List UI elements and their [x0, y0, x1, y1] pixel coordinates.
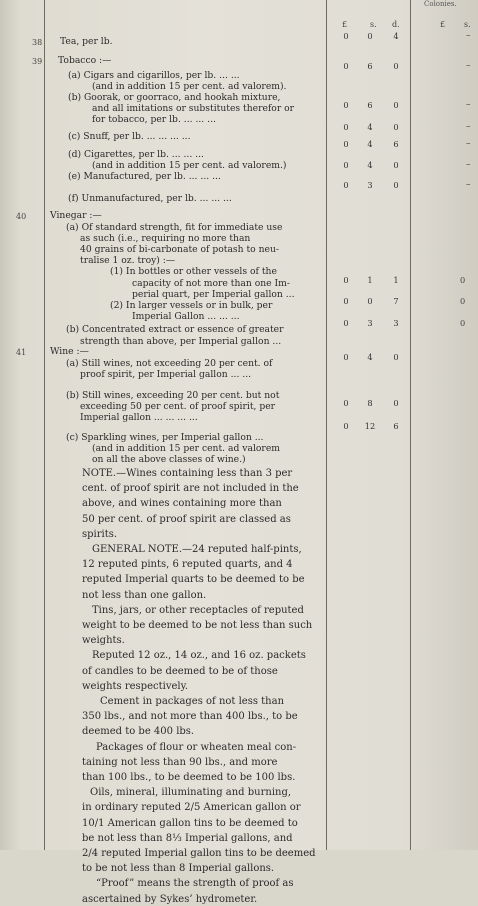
- tariff-line: 40 grains of bi-carbonate of potash to neu-: [80, 244, 280, 255]
- tariff-line: Tea, per lb.: [60, 36, 113, 47]
- pounds-header: £: [342, 20, 348, 29]
- second-column-amount: 0: [460, 318, 466, 328]
- item-number: 40: [16, 212, 27, 221]
- amount-shillings: 0: [367, 296, 373, 306]
- note-line: in ordinary reputed 2/5 American gallon or: [82, 802, 301, 814]
- amount-pence: 0: [393, 180, 399, 190]
- note-line: 2/4 reputed Imperial gallon tins to be deemed: [82, 848, 316, 859]
- tariff-line: (b) Still wines, exceeding 20 per cent. but not: [66, 390, 280, 401]
- tariff-line: (2) In larger vessels or in bulk, per: [110, 300, 273, 311]
- amount-shillings: 8: [367, 398, 373, 408]
- item-number: 38: [32, 38, 43, 47]
- amount-pounds: 0: [343, 296, 349, 306]
- amount-pence: 0: [393, 160, 399, 170]
- note-line: “Proof” means the strength of proof as: [96, 878, 294, 890]
- amount-pence: 0: [393, 122, 399, 132]
- colonies-header: Colonies.: [424, 0, 457, 8]
- amount-pounds: 0: [343, 421, 349, 431]
- note-line: GENERAL NOTE.—24 reputed half-pints,: [92, 544, 302, 555]
- note-line: Packages of flour or wheaten meal con-: [96, 741, 297, 753]
- amount-pence: 0: [393, 100, 399, 110]
- note-line: to be not less than 8 Imperial gallons.: [82, 863, 275, 875]
- tariff-line: (c) Snuff, per lb. ... ... ... ...: [68, 131, 191, 142]
- note-line: 10/1 American gallon tins to be deemed to: [82, 817, 298, 829]
- amount-pounds: 0: [343, 160, 349, 170]
- note-line: 350 lbs., and not more than 400 lbs., to be: [82, 711, 298, 723]
- amount-pence: 6: [393, 421, 399, 431]
- column-rule-desc: [326, 0, 327, 850]
- amount-pence: 1: [393, 275, 399, 285]
- tariff-line: (and in addition 15 per cent. ad valorem.): [92, 160, 287, 171]
- tariff-line: strength than above, per Imperial gallon ...: [80, 336, 282, 347]
- amount-pounds: 0: [343, 275, 349, 285]
- tariff-line: Tobacco :—: [58, 55, 112, 66]
- amount-pounds: 0: [343, 318, 349, 328]
- tariff-line: (f) Unmanufactured, per lb. ... ... ...: [68, 193, 232, 204]
- tariff-line: (a) Cigars and cigarillos, per lb. ... ...: [68, 70, 240, 81]
- note-line: 50 per cent. of proof spirit are classed as: [82, 513, 291, 525]
- tariff-line: (a) Still wines, not exceeding 20 per cent. of: [66, 358, 273, 369]
- tariff-line: Wine :—: [50, 346, 89, 357]
- amount-shillings: 3: [367, 180, 373, 190]
- amount-shillings: 4: [367, 352, 373, 362]
- amount-pounds: 0: [343, 122, 349, 132]
- tariff-line: capacity of not more than one Im-: [132, 278, 290, 289]
- dash-mark: –: [466, 180, 471, 190]
- amount-pounds: 0: [343, 31, 349, 41]
- pounds2-header: £: [440, 20, 446, 29]
- shillings-header: s.: [370, 20, 377, 29]
- tariff-line: (e) Manufactured, per lb. ... ... ...: [68, 171, 221, 182]
- amount-shillings: 6: [367, 61, 373, 71]
- tariff-line: (and in addition 15 per cent. ad valorem).: [92, 81, 287, 92]
- note-line: cent. of proof spirit are not included in the: [82, 483, 299, 495]
- amount-pounds: 0: [343, 61, 349, 71]
- note-line: weights respectively.: [82, 680, 189, 692]
- tariff-line: perial quart, per Imperial gallon ...: [132, 289, 295, 300]
- note-line: Reputed 12 oz., 14 oz., and 16 oz. packets: [92, 650, 306, 662]
- column-rule-left: [44, 0, 45, 850]
- note-line: than 100 lbs., to be deemed to be 100 lbs.: [82, 772, 296, 783]
- amount-pence: 7: [393, 296, 399, 306]
- tariff-line: (b) Goorak, or goorraco, and hookah mixture,: [68, 92, 281, 103]
- note-line: deemed to be 400 lbs.: [82, 726, 195, 738]
- dash-mark: –: [466, 61, 471, 71]
- amount-shillings: 3: [367, 318, 373, 328]
- note-line: Tins, jars, or other receptacles of reputed: [92, 604, 304, 616]
- dash-mark: –: [466, 31, 471, 41]
- tariff-line: Imperial gallon ... ... ... ...: [80, 412, 198, 423]
- tariff-line: Imperial Gallon ... ... ...: [132, 311, 240, 322]
- shillings2-header: s.: [464, 20, 471, 29]
- column-rule-amount: [410, 0, 411, 850]
- second-column-amount: 0: [460, 275, 466, 285]
- dash-mark: –: [466, 139, 471, 149]
- tariff-line: (1) In bottles or other vessels of the: [110, 266, 277, 277]
- amount-pounds: 0: [343, 398, 349, 408]
- amount-pence: 6: [393, 139, 399, 149]
- amount-shillings: 6: [367, 100, 373, 110]
- amount-pence: 3: [393, 318, 399, 328]
- note-line: Cement in packages of not less than: [100, 696, 285, 707]
- note-line: taining not less than 90 lbs., and more: [82, 756, 278, 768]
- pence-header: d.: [392, 20, 400, 29]
- tariff-line: (b) Concentrated extract or essence of greater: [66, 324, 284, 335]
- dash-mark: –: [466, 122, 471, 132]
- tariff-line: exceeding 50 per cent. of proof spirit, per: [80, 401, 276, 412]
- amount-pounds: 0: [343, 352, 349, 362]
- tariff-line: (and in addition 15 per cent. ad valorem: [92, 443, 280, 454]
- note-line: Oils, mineral, illuminating and burning,: [90, 787, 292, 799]
- note-line: above, and wines containing more than: [82, 498, 282, 510]
- item-number: 39: [32, 57, 43, 66]
- tariff-line: for tobacco, per lb. ... ... ...: [92, 114, 216, 125]
- dash-mark: –: [466, 100, 471, 110]
- note-line: NOTE.—Wines containing less than 3 per: [82, 468, 293, 479]
- tariff-line: as such (i.e., requiring no more than: [80, 233, 251, 244]
- note-line: ascertained by Sykes’ hydrometer.: [82, 893, 258, 905]
- note-line: reputed Imperial quarts to be deemed to be: [82, 574, 305, 586]
- amount-pence: 4: [393, 31, 399, 41]
- dash-mark: –: [466, 160, 471, 170]
- note-line: of candles to be deemed to be of those: [82, 665, 278, 677]
- tariff-line: tralise 1 oz. troy) :—: [80, 255, 176, 266]
- note-line: weight to be deemed to be not less than such: [82, 620, 313, 631]
- tariff-line: and all imitations or substitutes therefor or: [92, 103, 295, 114]
- amount-pounds: 0: [343, 139, 349, 149]
- amount-pence: 0: [393, 61, 399, 71]
- amount-pounds: 0: [343, 180, 349, 190]
- tariff-line: (d) Cigarettes, per lb. ... ... ...: [68, 149, 204, 160]
- second-column-amount: 0: [460, 296, 466, 306]
- amount-pence: 0: [393, 398, 399, 408]
- note-line: spirits.: [82, 528, 118, 540]
- amount-pounds: 0: [343, 100, 349, 110]
- item-number: 41: [16, 348, 27, 357]
- tariff-line: proof spirit, per Imperial gallon ... ...: [80, 369, 252, 380]
- tariff-line: on all the above classes of wine.): [92, 454, 246, 465]
- tariff-line: Vinegar :—: [50, 210, 102, 221]
- amount-shillings: 0: [367, 31, 373, 41]
- amount-shillings: 1: [367, 275, 373, 285]
- amount-shillings: 4: [367, 122, 373, 132]
- amount-shillings: 12: [364, 421, 376, 431]
- tariff-line: (c) Sparkling wines, per Imperial gallon ...: [66, 432, 264, 443]
- amount-shillings: 4: [367, 139, 373, 149]
- amount-shillings: 4: [367, 160, 373, 170]
- note-line: be not less than 8⅓ Imperial gallons, and: [82, 832, 293, 844]
- note-line: weights.: [82, 635, 125, 647]
- amount-pence: 0: [393, 352, 399, 362]
- note-line: 12 reputed pints, 6 reputed quarts, and 4: [82, 559, 293, 571]
- tariff-line: (a) Of standard strength, fit for immediate use: [66, 222, 283, 233]
- note-line: not less than one gallon.: [82, 589, 207, 601]
